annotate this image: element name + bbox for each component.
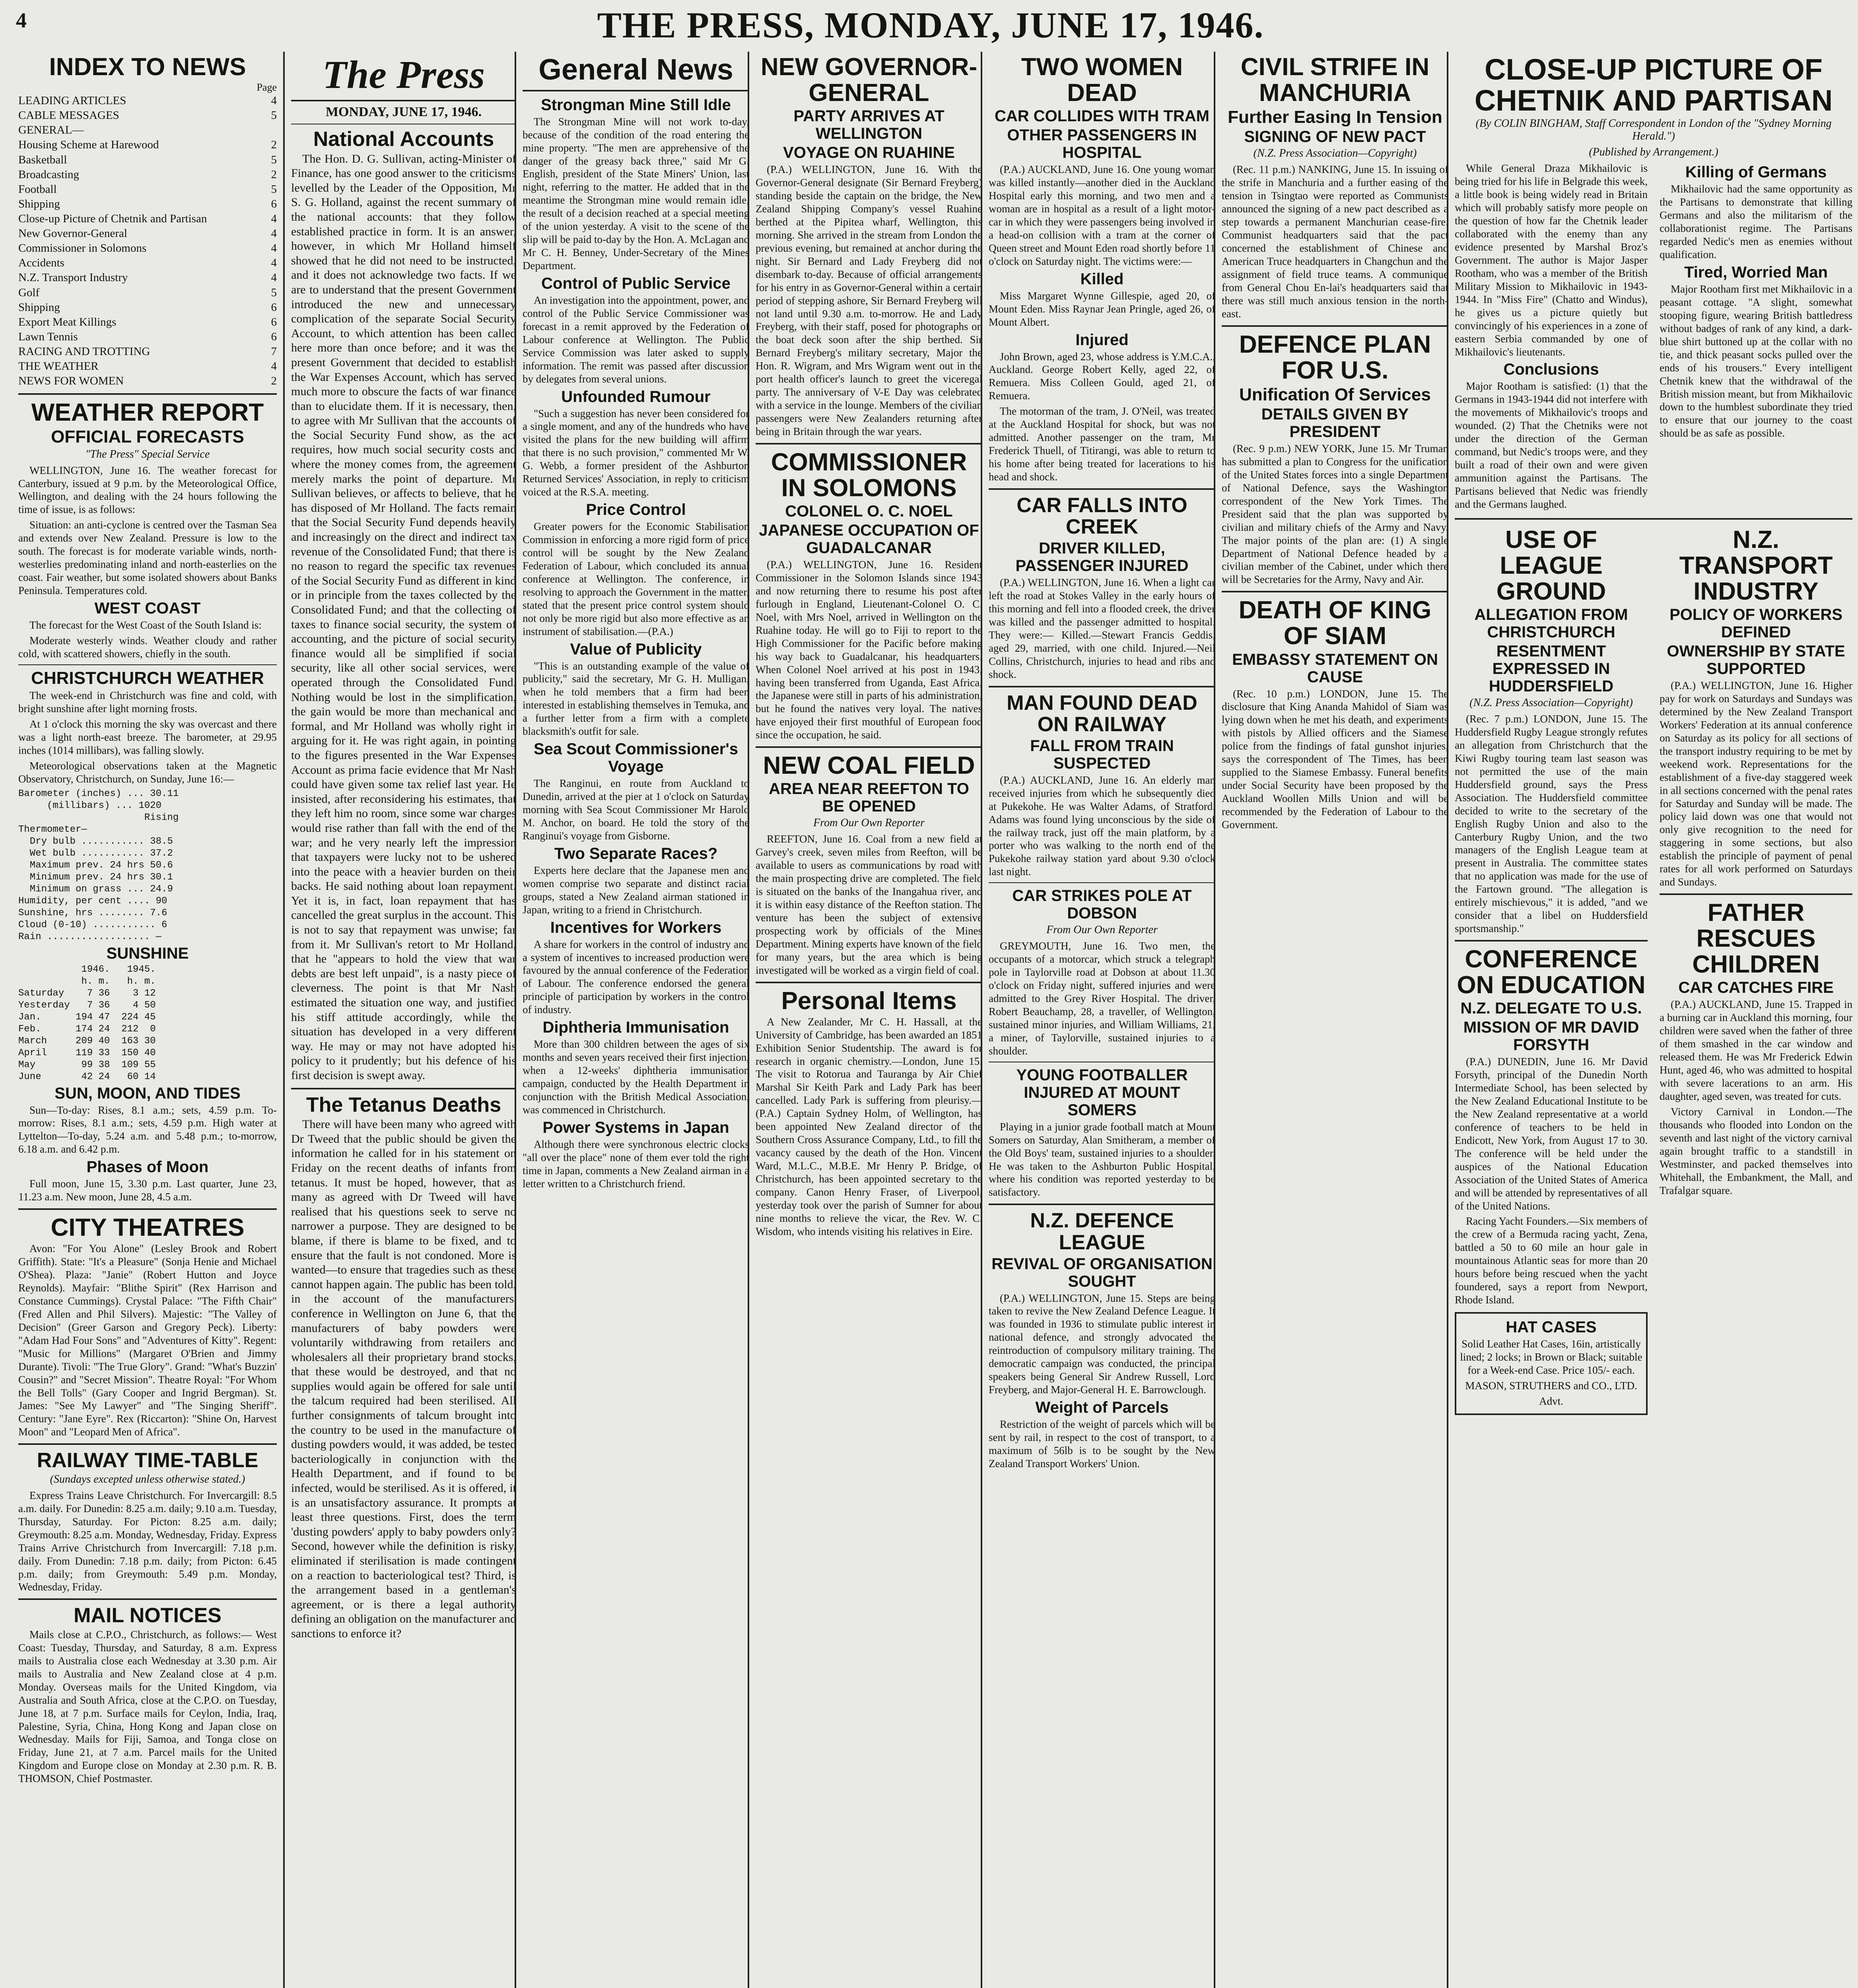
index-page: 6 [271,301,277,314]
index-page: 2 [271,138,277,151]
transport-heading: N.Z. TRANSPORT INDUSTRY [1679,526,1833,605]
divider [756,746,982,748]
weather-heading: WEATHER REPORT [31,399,264,427]
chetnik-byline: (By COLIN BINGHAM, Staff Correspondent in London of the "Sydney Morning Herald.") [1475,117,1832,143]
news-item-text: Although there were synchronous electric clocks "all over the place" none of them ever told the right time in Japan, comments a New Zealand airman in a letter written to a Christchurch friend. [523,1138,749,1190]
tram-text: (P.A.) AUCKLAND, June 16. One young woman was killed instantly—another died in the Auckland Hospital early this morning, and two men and a woman are in hospital as a result of a light motor-car in which they were passengers being involved in a head-on collision with a tram at the corner of Queen street and Mount Eden road shortly before 11 o'clock on Saturday night. The victims were:— [989,163,1215,267]
masthead [16,0,1845,48]
chetnik-text: Mikhailovic had the same opportunity as the Partisans to demonstrate that killing Germans and also the militarism of the collaborationist regime. The Partisans regarded Nedic's men as enemies without qualification. [1660,183,1852,261]
governor-sub: VOYAGE ON RUAHINE [783,144,955,162]
footballer-text: Playing in a junior grade football match at Mount Somers on Saturday, Alan Smitheram, a member of the Old Boys' team, sustained injuries to a shoulder. He was taken to the Ashburton Public Hospital, where his condition was reported yesterday to be satisfactory. [989,1120,1215,1198]
index-row [18,212,277,226]
index-entry: Export Meat Killings [18,315,117,328]
creek-text: (P.A.) WELLINGTON, June 16. When a light car left the road at Stokes Valley in the early hours of this morning and fell into a flooded creek, the driver was killed and the passenger admitted to hospital. They were:— Killed.—Stewart Francis Geddis, aged 29, married, with one child. Injured.—Neil Collins, Christchurch, injuries to head and ribs and shock. [989,577,1215,680]
manchuria-byline: (N.Z. Press Association—Copyright) [1253,147,1417,160]
index-entry: Shipping [18,197,60,210]
index-row [18,315,277,330]
index-list [18,93,277,388]
news-item-text: "Such a suggestion has never been considered for a single moment, and any of the hundreds who have visited the plans for the new building will affirm that there is no such provision," commented Mr W. G. Webb, a former president of the Ashburton Returned Services' Association, in reply to criticism voiced at the R.S.A. meeting. [523,407,749,498]
column-3-general-news [515,52,756,1988]
pole-heading: CAR STRIKES POLE AT DOBSON [1012,887,1192,922]
index-page: 4 [271,271,277,284]
chetnik-text: While General Draza Mikhailovic is being tried for his life in Belgrade this week, a little book is being widely read in Britain which will probably satisfy more people on the question of how far the Chetnik leader collaborated with the enemy than any evidence presented by Marshal Broz's Government. The author is Major Jasper Rootham, who was a member of the British Military Mission to Mikhailovic in 1943-1944. In "Miss Fire" (Chatto and Windus), he gives us a picture quietly but convincingly of his experiences in a zone of eastern Serbia commanded by one of Mikhailovic's lieutenants. [1455,162,1648,358]
divider [18,1208,277,1210]
divider [1660,893,1852,895]
divider [18,393,277,395]
divider [1222,591,1448,592]
education-text: (P.A.) DUNEDIN, June 16. Mr David Forsyth, principal of the Dunedin North Intermediate School, has been selected by the New Zealand Educational Institute to be the New Zealand representative at a world conference of teachers to be held in Endicott, New York, from August 17 to 30. The conference will be held under the auspices of the National Education Association of the United States of America and will be attended by representatives of all of the United Nations. [1455,1056,1648,1212]
chetnik-byline: (Published by Arrangement.) [1589,146,1718,159]
tram-heading: TWO WOMEN DEAD [1021,53,1183,107]
manchuria-sub: SIGNING OF NEW PACT [1244,128,1426,146]
news-item-text: "This is an outstanding example of the value of publicity," said the secretary, Mr G. H. Mulligan, when he told members that a firm had been interested in establishing themselves in Temuka, and a further letter from a firm with a complete blacksmith's outfit for sale. [523,660,749,738]
divider [1222,325,1448,327]
index-row [18,123,277,138]
coalfield-sub: AREA NEAR REEFTON TO BE OPENED [769,780,969,815]
index-page: 6 [271,197,277,210]
mail-heading: MAIL NOTICES [74,1604,222,1627]
footballer-heading: YOUNG FOOTBALLER INJURED AT MOUNT SOMERS [1016,1066,1188,1119]
railway-heading: RAILWAY TIME-TABLE [37,1449,258,1472]
theatres-heading: CITY THEATRES [51,1214,245,1242]
tram-text: The motorman of the tram, J. O'Neil, was treated at the Auckland Hospital for shock, but was not admitted. Another passenger on the tram, Mr Frederick Thuell, of Titirangi, was able to return to his home after being treated for lacerations to his head and shock. [989,405,1215,483]
news-item-text: More than 300 children between the ages of six months and seven years received their first injection, when a 12-weeks' diphtheria immunisation campaign, conducted by the Health Department in conjunction with the British Medical Association, was commenced in Christchurch. [523,1038,749,1116]
chetnik-subhead: Killing of Germans [1685,163,1827,181]
news-item-text: Greater powers for the Economic Stabilisation Commission in enforcing a more rigid form of price control will be sought by the New Zealand Federation of Labour, which concluded its annual conference at Wellington. The conference, in resolving to approach the Government in the matter, stated that the present price control system should not only be more rigid but also more effective as an instrument of stabilisation.—(P.A.) [523,520,749,637]
manchuria-text: (Rec. 11 p.m.) NANKING, June 15. In issuing of the strife in Manchuria and a further easing of the tension in Tsingtao were reported as Communists announced the signing of a new pact described as a step towards a permanent Manchurian cease-fire. Communist headquarters said that the pact concerned the establishment of Chinese and American Truce headquarters in Changchun and the assignment of field truce teams. A communique from General Chou En-lai's headquarters said that there was still much anxious tension in the north-east. [1222,163,1448,320]
theatres-text: Avon: "For You Alone" (Lesley Brook and Robert Griffith). State: "It's a Pleasure" (Sonja Henie and Michael O'Shea). Plaza: "Janie" (Robert Hutton and Joyce Reynolds). Mayfair: "Blithe Spirit" (Rex Harrison and Constance Cummings). Crystal Palace: "The Fifth Chair" (Fred Allen and Phil Silvers). Majestic: "The Valley of Decision" (Greer Garson and Gregory Peck). Liberty: "Adam Had Four Sons" and "Adventures of Kitty". Regent: "Music for Millions" (Margaret O'Brien and Jimmy Durante). Tivoli: "The True Glory". Grand: "What's Buzzin' Cousin?" and "Secret Mission". Theatre Royal: "For Whom the Bell Tolls" (Gary Cooper and Ingrid Bergman). St. James: "See My Lawyer" and "The Singing Sheriff". Century: "Jane Eyre". Rex (Riccarton): "Shine On, Harvest Moon" and "Leopard Men of Africa". [18,1242,277,1438]
editorial-text: The Hon. D. G. Sullivan, acting-Minister of Finance, has one good answer to the criticisms levelled by the Leader of the Opposition, Mr S. G. Holland, against the recent summary of the national accounts: that they follow established practice in form. It is an answer, however, in which Mr Holland himself showed that he did not need to be instructed, and it does not acknowledge two facts. If we are to understand that the present Government introduced the new and unnecessary complication of the separate Social Security Account, to which attention has been called here more than once before; and it was the present Government that decided to establish the War Expenses Account, which has served much more to obscure the facts of war finance than to elucidate them. If it is necessary, then, to agree with Mr Sullivan that the accounts of the Social Security Fund show, as the act requires, how much social security costs and where the money comes from, the agreement merely marks the point of departure. Mr Sullivan believes, or affects to believe, that he has disposed of Mr Holland. The facts remain that the Social Security Fund depends heavily and increasingly on the direct and indirect tax revenue of the Consolidated Fund; that there is no reason to regard the specific tax revenues of the Social Security Fund as different in kind or in principle from the taxes collected by the Consolidated Fund; and that the collecting of taxes to finance social security, the system of accounting, and the picture of social security finance would all be simplified if social security, like all other social services, were operated through the Consolidated Fund. Nothing would be lost in the simplification, the gain would be more than mechanical and formal, and Mr Holland was wholly right in arguing for it. He was right again, in pointing to the figures presented in the War Expenses Account as prima facie evidence that Mr Nash could have given some tax relief last year. He insisted, after reconsidering his estimates, that they left him no room, since some war charges would rise rather than fall with the end of the war; and he very nearly left the impression that taxpayers were lucky not to be ushered into the peace with a heavier burden on their backs. He said nothing about loan repayment. Yet it is, in fact, loan repayment that has cancelled the great surplus in the account. This is not to say that repayment was unwise; far from it. Mr Sullivan's retort to Mr Holland, that he "appears to hold the view that war debts are best left unpaid", is a nasty piece of cleverness. The point is that Mr Nash estimated the situation one way, and justified his stiff attitude accordingly, while the situation has developed in a very different way. He may or may not have adopted his policy to it prudently; but his defence of his first decision is swept away. [291,152,516,1082]
news-item-text: An investigation into the appointment, power, and control of the Public Service Commissioner was forecast in a remit approved by the Federation of Labour conference at Wellington. The Public Service Commission was later asked to supply information. The remit was passed after discussion by delegates from several unions. [523,294,749,385]
index-page: 5 [271,182,277,196]
index-row [18,197,277,212]
general-news-heading: General News [538,53,733,86]
weather-para: WELLINGTON, June 16. The weather forecast for Canterbury, issued at 9 p.m. by the Meteorological Office, Wellington, and dealing with the 24 hours following the time of issue, is as follows: [18,464,277,516]
index-entry: Golf [18,286,40,299]
index-page: 5 [271,109,277,122]
hat-cases-ad [1455,1312,1648,1415]
news-item-title: Two Separate Races? [554,845,718,862]
personal-text: A New Zealander, Mr C. H. Hassall, at the University of Cambridge, has been awarded an 1851 Exhibition Senior Studentship. The award is for research in organic chemistry.—London, June 15. The visit to Rotorua and Tauranga by Air Chief Marshal Sir Keith Park and Lady Park has been cancelled. Lady Park is suffering from pleurisy.—(P.A.) Captain Sydney Holm, of Wellington, has been appointed New Zealand director of the Southern Cross Assurance Company, Ltd., to fill the vacancy caused by the death of the Hon. Vincent Ward, M.L.C., M.B.E. Mr Henry P. Bridge, of Christchurch, has been appointed secretary to the company. Canon Henry Fraser, of Liverpool, yesterday took over the parish of Sumner for about nine months to relieve the vicar, the Rev. W. C. Wisdom, who intends visiting his relatives in Eire. [756,1015,982,1237]
chetnik-text: Major Rootham first met Mikhailovic in a peasant cottage. "A slight, somewhat stooping figure, wearing British battledress without badges of rank of any kind, a dark-blue shirt buttoned up at the collar with no tie, and thick peasant socks pulled over the ends of his trousers." Every intelligent Chetnik knew that the withdrawal of the British mission meant, but from Mikhailovic down to the humblest subordinate they tried to ensure that our journey to the coast should be as safe as possible. [1660,283,1852,439]
lower-left [1455,524,1648,1415]
siam-text: (Rec. 10 p.m.) LONDON, June 15. The disclosure that King Ananda Mahidol of Siam was lying down when he met his death, and experiments with pistols by Allied officers and the Siamese police from the findings of fatal gunshot injuries, says the correspondent of The Times, has been supplied to the Siamese Embassy. Funeral benefits under Social Security have been proposed by the Auckland Woollen Mills Union and will be recommended by the Federation of Labour to the Government. [1222,687,1448,831]
divider [989,686,1215,687]
defence-plan-sub: DETAILS GIVEN BY PRESIDENT [1261,406,1409,441]
index-page: 2 [271,168,277,181]
education-sub: N.Z. DELEGATE TO U.S. [1460,1000,1642,1017]
column-4 [748,52,989,1988]
index-page: 6 [271,330,277,343]
sunshine-label: SUNSHINE [106,944,189,962]
divider [756,982,982,983]
league-sub: RESENTMENT EXPRESSED IN HUDDERSFIELD [1489,643,1614,695]
index-entry: Lawn Tennis [18,330,78,343]
index-row [18,344,277,359]
column-7 [1447,52,1858,1988]
chch-text: The week-end in Christchurch was fine and cold, with bright sunshine after light morning frosts. [18,689,277,714]
news-item-text: The Ranginui, en route from Auckland to Dunedin, arrived at the pier at 1 o'clock on Saturday morning with Sea Scout Commissioner Mr Harold M. Anchor, on board. He told the story of the Ranginui's voyage from Gisborne. [523,777,749,842]
news-item-title: Strongman Mine Still Idle [541,96,731,114]
personal-heading: Personal Items [781,987,957,1015]
index-row [18,93,277,108]
index-entry: Shipping [18,301,60,314]
railway-sub: (Sundays excepted unless otherwise stated.) [50,1473,245,1485]
tides-label: SUN, MOON, AND TIDES [54,1084,241,1102]
page-number: 4 [16,8,27,32]
league-sub: ALLEGATION FROM CHRISTCHURCH [1474,606,1628,641]
ad-advt: Advt. [1539,1395,1563,1407]
weight-heading: Weight of Parcels [1035,1399,1169,1416]
weight-text: Restriction of the weight of parcels which will be sent by rail, in respect to the cost of transport, to a maximum of 56lb is to be sought by the New Zealand Transport Workers' Union. [989,1418,1215,1470]
fire-sub: CAR CATCHES FIRE [1678,979,1834,997]
index-row [18,359,277,374]
league-heading: USE OF LEAGUE GROUND [1496,526,1606,605]
mail-text: Mails close at C.P.O., Christchurch, as follows:— West Coast: Tuesday, Thursday, and Saturday, 8 a.m. Express mails to Australia close each Wednesday at 3.30 p.m. Air mails to Australia and New Zealand close at 4 p.m. Monday. Overseas mails for the United Kingdom, via Australia and South Africa, close at the C.P.O. on Tuesday, June 18, at 7 p.m. Surface mails for Ceylon, India, Iraq, Palestine, Syria, China, Hong Kong and Japan close on Wednesday. Mails for Fiji, Samoa, and Tonga close on Friday, June 21, at 7 a.m. Parcel mails for the United Kingdom and Europe close on Monday at 2.30 p.m. R. B. THOMSON, Chief Postmaster. [18,1628,277,1785]
league-byline: (N.Z. Press Association—Copyright) [1469,697,1633,709]
chetnik-subhead: Conclusions [1503,361,1599,379]
lower-split [1455,524,1852,1415]
index-entry: THE WEATHER [18,360,99,373]
siam-heading: DEATH OF KING OF SIAM [1238,596,1432,650]
masthead-title: THE PRESS, MONDAY, JUNE 17, 1946. [597,5,1264,45]
railway-death-text: (P.A.) AUCKLAND, June 16. An elderly man received injuries from which he subsequently died at Pukekohe. He was Walter Adams, of Stratford. Adams was found lying unconscious by the side of the railway track, just off the main platform, by a porter who was walking to the north end of the Pukekohe railway station yard about 9.30 o'clock last night. [989,774,1215,878]
coalfield-byline: From Our Own Reporter [813,817,925,829]
divider [18,664,277,665]
tram-sub: OTHER PASSENGERS IN HOSPITAL [1007,126,1197,162]
transport-text: (P.A.) WELLINGTON, June 16. Higher pay for work on Saturdays and Sundays was determined by the New Zealand Transport Workers' Federation at its annual conference on Saturday as its policy for all sections of the transport industry requiring to be met by weekend work. Representations for the establishment of a five-day staggered week in all sections concerned with the penal rates for Saturday and Sunday will be made. The policy laid down was one that would not only give recognition to the need for staggering in some sections, but also establish the principle of payment of penal rates for all work performed on Saturdays and Sundays. [1660,679,1852,888]
index-entry: Football [18,182,57,196]
index-entry: RACING AND TROTTING [18,345,150,358]
railway-death-sub: FALL FROM TRAIN SUSPECTED [1030,737,1174,772]
index-entry: LEADING ARTICLES [18,94,126,107]
index-page: 4 [271,360,277,373]
index-page: 4 [271,94,277,107]
news-item-title: Price Control [586,501,686,519]
injured-label: Injured [1075,331,1129,349]
education-heading: CONFERENCE ON EDUCATION [1457,945,1646,999]
chetnik-col-a [1455,162,1648,513]
weather-byline: "The Press" Special Service [85,448,210,460]
league-text: (Rec. 7 p.m.) LONDON, June 15. The Huddersfield Rugby League strongly refutes an allegation from Christchurch that the Kiwi Rugby touring team last season was not permitted the use of the main Huddersfield ground, says the Press Association. The Huddersfield committee decided to write to the secretary of the English Rugby Union and also to the Canterbury Rugby Union, and the two managers of the English League team at present in Australia. The committee states that no application was made for the use of the Fartown ground. "The allegation is entirely mischievous," it is added, "and we consider that a libel on Huddersfield sportsmanship." [1455,713,1648,935]
index-row [18,167,277,182]
tram-sub: CAR COLLIDES WITH TRAM [995,107,1209,125]
index-page: 7 [271,345,277,358]
index-row [18,226,277,241]
westcoast-label: WEST COAST [94,599,201,617]
index-row [18,256,277,270]
divider [989,882,1215,883]
divider [989,488,1215,490]
index-row [18,270,277,285]
chetnik-heading: CLOSE-UP PICTURE OF CHETNIK AND PARTISAN [1474,53,1833,117]
manchuria-sub: Further Easing In Tension [1228,107,1442,127]
index-entry: Basketball [18,153,67,166]
transport-sub: OWNERSHIP BY STATE SUPPORTED [1667,643,1845,678]
index-row [18,330,277,344]
index-entry: Accidents [18,256,64,270]
injured-text: John Brown, aged 23, whose address is Y.M.C.A., Auckland. George Robert Kelly, aged 22, of Remuera. Miss Colleen Gould, aged 21, of Remuera. [989,350,1215,402]
siam-sub: EMBASSY STATEMENT ON CAUSE [1232,650,1438,686]
divider [756,443,982,445]
index-row [18,285,277,300]
index-entry: N.Z. Transport Industry [18,271,128,284]
railway-text: Express Trains Leave Christchurch. For Invercargill: 8.5 a.m. daily. For Dunedin: 8.25 a.m. daily; 9.10 a.m. Tuesday, Thursday, Saturday. For Picton: 8.25 a.m. daily; Greymouth: 8.25 a.m. Monday, Wednesday, Friday. Express Trains Arrive Christchurch from Invercargill: 7.18 p.m. daily. From Dunedin: 7.18 p.m. daily; from Picton: 6.45 p.m. daily; from Greymouth: 5.49 p.m. Monday, Wednesday, Friday. [18,1489,277,1593]
index-page: 4 [271,256,277,270]
governor-text: (P.A.) WELLINGTON, June 16. With the Governor-General designate (Sir Bernard Freyberg) standing beside the captain on the bridge, the New Zealand Shipping Company's vessel Ruahine berthed at the Pipitea wharf, Wellington, this morning. She arrived in the stream from London the previous evening, but remained at anchor during the night. Sir Bernard and Lady Freyberg did not disembark to-day. Because of official arrangements for his entry in as Governor-General within a certain period of stepping ashore, Sir Bernard Freyberg will not land until 9.30 a.m. to-morrow. He and Lady Freyberg, with their staff, posed for photographs on the boat deck soon after the ship berthed. Sir Bernard Freyberg's military secretary, Major the Hon. R. Wigram, and Mrs Wigram went out in the port health officer's launch to greet the viceregal party. The anniversary of V-E Day was celebrated with a service in the lounge. Members of the civilian passengers were New Zealanders returning after being in Britain through the war years. [756,163,982,437]
pole-byline: From Our Own Reporter [1046,924,1158,936]
creek-sub: DRIVER KILLED, PASSENGER INJURED [1015,540,1189,575]
killed-label: Killed [1080,270,1124,288]
index-heading: INDEX TO NEWS [49,53,246,81]
weather-sub: OFFICIAL FORECASTS [51,427,244,447]
divider [523,90,749,91]
solomons-heading: COMMISSIONER IN SOLOMONS [771,448,967,502]
moon-label: Phases of Moon [86,1158,209,1176]
editorial-heading: National Accounts [313,128,494,151]
weather-para: Situation: an anti-cyclone is centred over the Tasman Sea and extends over New Zealand. Pressure is low to the south. The forecast is for moderate variable winds, north-westerlies predominating inland and north-easterlies on the coast. Fair weather, but some isolated showers about Banks Peninsula. Temperatures cold. [18,519,277,596]
solomons-sub: COLONEL O. C. NOEL [785,503,953,520]
pole-text: GREYMOUTH, June 16. Two men, the occupants of a motorcar, which struck a telegraph pole in Taylorville road at Dobson at about 11.30 o'clock on Friday night, suffered injuries and were admitted to the Grey River Hospital. The driver, Robert Beauchamp, 28, a traveller, of Wellington, sustained minor injuries, and William Williams, 21, a miner, of Taylorville, sustained injuries to a shoulder. [989,940,1215,1057]
index-entry: GENERAL— [18,124,84,137]
divider [1455,940,1648,942]
index-page: 4 [271,212,277,225]
index-row [18,374,277,388]
solomons-text: (P.A.) WELLINGTON, June 16. Resident Commissioner in the Solomon Islands since 1943 and now returning there to resume his post after furlough in England, Lieutenant-Colonel O. C. Noel, with Mrs Noel, arrived in Wellington on the Ruahine today. He will go to Fiji to report to the High Commissioner for the Pacific before making his way back to Guadalcanar, his headquarters. When Colonel Noel arrived at his post in 1943, having been transferred from Uganda, East Africa, the Japanese were still in parts of his administration, but he found the natives very loyal. The natives have enjoyed their first mouthful of European food since the occupation, he said. [756,559,982,741]
lower-right [1660,524,1852,1415]
index-row [18,300,277,315]
divider [18,1598,277,1600]
column-1 [12,52,283,1988]
manchuria-heading: CIVIL STRIFE IN MANCHURIA [1240,53,1430,107]
transport-sub: POLICY OF WORKERS DEFINED [1669,606,1842,641]
index-entry: NEWS FOR WOMEN [18,375,124,388]
chch-text: At 1 o'clock this morning the sky was overcast and there was a light north-east breeze. The barometer, at 29.95 inches (1014 millibars), was falling slowly. [18,718,277,756]
creek-heading: CAR FALLS INTO CREEK [1016,493,1187,539]
ad-text: Solid Leather Hat Cases, 16in, artistically lined; 2 locks; in Brown or Black; suitable for a Week-end Case. Price 105/- each. [1460,1338,1642,1376]
news-item-title: Power Systems in Japan [542,1118,729,1136]
news-item-text: Experts here declare that the Japanese men and women comprise two separate and distinct racial groups, stated a New Zealand airman stationed in Japan, writing to a friend in Christchurch. [523,864,749,916]
defence-plan-text: (Rec. 9 p.m.) NEW YORK, June 15. Mr Truman has submitted a plan to Congress for the unification of the United States forces into a single Department of National Defence, says the Washington correspondent of the New York Times. The President said that the plan was supported by civilian and military chiefs of the Army and Navy. The major points of the plan are: (1) A single Department of National Defence headed by a civilian member of the Cabinet, under which there will be Secretaries for the Army, Navy and Air. [1222,443,1448,586]
index-row [18,138,277,152]
defence-plan-heading: DEFENCE PLAN FOR U.S. [1239,330,1431,384]
index-page: 2 [271,375,277,388]
index-entry: Commissioner in Solomons [18,242,147,255]
news-item-text: The Strongman Mine will not work to-day, because of the condition of the road entering the mine property. "The men are apprehensive of the danger of the greasy back three," said Mr G. English, president of the State Miners' Union, last night, referring to the matter. He added that in the meantime the Strongman mine would remain idle, the result of a decision reached at a special meeting of the union yesterday. A visit to the scene of the slip will be paid to-day by the Hon. A. McLagan and Mr C. H. Benney, Under-Secretary of the Mines Department. [523,115,749,272]
index-entry: CABLE MESSAGES [18,109,119,122]
news-item-title: Unfounded Rumour [561,388,711,406]
ad-heading: HAT CASES [1506,1318,1597,1336]
index-page: 5 [271,286,277,299]
press-logo: The Press [291,52,516,101]
chetnik-body [1455,162,1852,513]
westcoast-intro: The forecast for the West Coast of the South Island is: [29,619,262,631]
editorial-text: There will have been many who agreed with Dr Tweed that the public should be given the information he called for in his statement on Friday on the recent deaths of infants from tetanus. It must be hoped, however, that as many as agreed with Dr Tweed will have realised that his questions seek to serve no narrower a purpose. They are designed to be blame, if there is blame to be fixed, and to ensure that the fault is not condoned. More is wanted—to ensure that tragedies such as these cannot happen again. The public has been told, in the account of the manufacturers' conference in Wellington on June 6, that the manufacturers of baby powders were voluntarily withdrawing from retailers and wholesalers all their proprietary brand stocks, that these would be destroyed, and that no supplies would again be offered for sale until the talcum required had been sterilised. All further consignments of talcum brought into the country to be used in the manufacture of dusting powders would, it was added, be tested bacteriologically in conjunction with the Health Department, and if found to be infected, would be sterilised. As it is offered, it is an unsatisfactory assurance. It prompts at least three questions. First, does the term 'dusting powders' apply to baby powders only? Second, however while the definition is risky, eliminated if sterilisation is made contingent on a reaction to bacteriological test? Third, is the arrangement based in a gentleman's agreement, or is there a legal authority defining an obligation on the manufacturer and sanctions to enforce it? [291,1118,516,1640]
chetnik-subhead: Tired, Worried Man [1684,264,1828,281]
chetnik-col-b [1660,162,1852,513]
index-entry: Housing Scheme at Harewood [18,138,159,151]
governor-heading: NEW GOVERNOR-GENERAL [760,53,978,107]
index-row [18,241,277,256]
divider [291,1088,516,1089]
yacht-text: Racing Yacht Founders.—Six members of the crew of a Bermuda racing yacht, Zena, battled a 50 to 60 mile an hour gale in mountainous Atlantic seas for more than 20 hours before being rescued when the yacht foundered, says a report from Newport, Rhode Island. [1455,1215,1648,1306]
index-page: 4 [271,227,277,240]
editorial-date: MONDAY, JUNE 17, 1946. [325,105,482,119]
news-item-title: Incentives for Workers [550,918,722,936]
solomons-sub: JAPANESE OCCUPATION OF GUADALCANAR [759,522,979,557]
westcoast-text: Moderate westerly winds. Weather cloudy and rather cold, with scattered showers, chiefly in the south. [18,634,277,660]
defence-league-text: (P.A.) WELLINGTON, June 15. Steps are being taken to revive the New Zealand Defence League. It was founded in 1936 to stimulate public interest in national defence, and strongly advocated the reintroduction of compulsory military training. The democratic campaign was conducted, the principal speakers being General Sir Andrew Russell, Lord Freyberg, and Major-General H. E. Barrowclough. [989,1292,1215,1396]
ad-firm: MASON, STRUTHERS and CO., LTD. [1465,1379,1637,1392]
defence-plan-sub: Unification Of Services [1239,384,1431,404]
chetnik-text: Major Rootham is satisfied: (1) that the Germans in 1943-1944 did not interfere with the movements of Mikhailovic's troops and wounded. (2) That the Chetniks were not under the direction of the German command, but Nedic's troops were, and they built a road of their own and were given ammunition against the Partisans. The Partisans believed that Nedic was friendly and the Germans laughed. [1455,380,1648,510]
defence-league-sub: REVIVAL OF ORGANISATION SOUGHT [991,1255,1213,1290]
divider [18,1443,277,1445]
index-entry: Broadcasting [18,168,80,181]
obs-intro: Meteorological observations taken at the Magnetic Observatory, Christchurch, on Sunday, June 16:— [18,759,277,785]
sunshine-table: 1946. 1945. h. m. h. m. Saturday 7 36 3 12 Yesterday 7 36 4 50 Jan. 194 47 224 45 Feb. 174 24 212 0 March 209 40 163 30 April 119 33 150 40 May 99 38 109 55 June 42 24 60 14 [18,964,156,1082]
index-page: 6 [271,315,277,328]
killed-text: Miss Margaret Wynne Gillespie, aged 20, of Mount Eden. Miss Raynar Jean Pringle, aged 26, of Mount Albert. [989,289,1215,328]
news-item-title: Sea Scout Commissioner's Voyage [533,740,739,776]
coalfield-text: REEFTON, June 16. Coal from a new field at Garvey's creek, seven miles from Reefton, will be available to users as communications by road with the main prospecting drive are completed. The field is situated on the banks of the Inangahua river, and it is within easy distance of the Reefton station. The venture has been the subject of extensive prospecting work by officials of the Mines Department. Mining experts have known of the field for many years, but the area which is being investigated will be worked as a virgin field of coal. [756,833,982,976]
defence-league-heading: N.Z. DEFENCE LEAGUE [1030,1209,1174,1254]
column-2-editorial [283,52,523,1988]
victory-text: Victory Carnival in London.—The thousands who flooded into London on the seventh and last night of the victory carnival again brought traffic to a standstill in Westminster, and packed themselves into Whitehall, the Embankment, the Mall, and Trafalgar square. [1660,1105,1852,1196]
index-page-label: Page [257,82,277,93]
index-entry: Close-up Picture of Chetnik and Partisan [18,212,207,225]
column-5 [981,52,1222,1988]
index-row [18,153,277,167]
divider [1455,518,1852,520]
index-row [18,108,277,123]
general-news-list [523,96,749,1190]
news-item-title: Diphtheria Immunisation [542,1019,729,1037]
news-item-title: Value of Publicity [570,640,702,658]
index-page: 4 [271,242,277,255]
railway-death-heading: MAN FOUND DEAD ON RAILWAY [1007,691,1197,736]
moon-text: Full moon, June 15, 3.30 p.m. Last quarter, June 23, 11.23 a.m. New moon, June 28, 4.5 a.m. [18,1178,277,1203]
editorial-heading: The Tetanus Deaths [306,1093,501,1116]
governor-sub: PARTY ARRIVES AT WELLINGTON [793,107,945,143]
coalfield-heading: NEW COAL FIELD [763,752,975,780]
chch-weather-heading: CHRISTCHURCH WEATHER [31,668,264,688]
index-entry: New Governor-General [18,227,127,240]
observations-table: Barometer (inches) ... 30.11 (millibars) ... 1020 Rising Thermometer— Dry bulb ........... 38.5 Wet bulb ........... 37.2 Maximum prev. 24 hrs 50.6 Minimum prev. 24 hrs 30.1 Minimum on grass ... 24.9 Humidity, per cent .... 90 Sunshine, hrs ........ 7.6 Cloud (0-10) ........... 6 Rain .................. — [18,788,179,942]
fire-text: (P.A.) AUCKLAND, June 15. Trapped in a burning car in Auckland this morning, four children were saved when the father of three of them smashed in the car window and released them. He was Mr Frederick Edwin Hunt, aged 46, who was admitted to hospital with severe lacerations to an arm. His daughter, aged seven, was treated for cuts. [1660,998,1852,1102]
tides-text: Sun—To-day: Rises, 8.1 a.m.; sets, 4.59 p.m. To-morrow: Rises, 8.1 a.m.; sets, 4.59 p.m. High water at Lyttelton—To-day, 5.24 a.m. and 5.48 p.m.; to-morrow, 6.18 a.m. and 6.42 p.m. [18,1104,277,1155]
news-item-text: A share for workers in the control of industry and a system of incentives to increased production were favoured by the annual conference of the Federation of Labour. The conference endorsed the general principle of participation by workers in the control of industry. [523,938,749,1016]
fire-heading: FATHER RESCUES CHILDREN [1692,899,1820,978]
index-page: 5 [271,153,277,166]
index-row [18,182,277,197]
divider [989,1204,1215,1205]
education-sub: MISSION OF MR DAVID FORSYTH [1463,1019,1639,1054]
news-item-title: Control of Public Service [541,274,731,292]
column-6 [1214,52,1455,1988]
